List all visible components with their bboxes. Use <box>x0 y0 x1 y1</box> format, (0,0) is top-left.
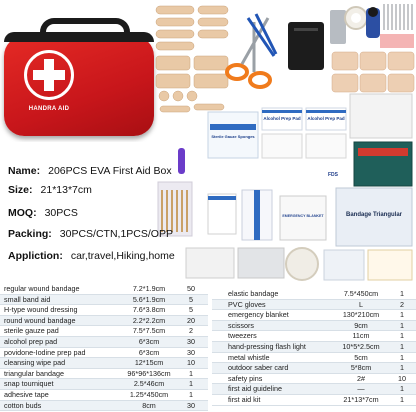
spec-name-value: 206PCS EVA First Aid Box <box>48 165 172 177</box>
table-row: hand-pressing flash light 10*5*2.5cm 1 <box>212 342 416 353</box>
table-row: round wound bandage 2.2*2.2cm 20 <box>0 316 208 327</box>
spec-name <box>8 165 172 177</box>
spec-moq-value: 30PCS <box>44 207 78 219</box>
band-aids <box>156 6 228 112</box>
tweezers-icon <box>248 14 276 56</box>
triangular-bandage-label: Bandage Triangular <box>346 212 403 218</box>
spec-packing-label: Packing: <box>8 228 52 240</box>
kit-contents-illustration <box>150 0 416 284</box>
table-row: emergency blanket 130*210cm 1 <box>212 310 416 321</box>
spec-application <box>8 250 175 262</box>
spec-size-value: 21*13*7cm <box>40 184 92 196</box>
table-row: safety pins 2# 10 <box>212 374 416 385</box>
sterile-gauze-label: Sterile Gauze Sponges <box>211 134 255 139</box>
elastic-bandage-roll <box>286 248 318 280</box>
table-row: cleansing wipe pad 12*15cm 10 <box>0 358 208 369</box>
spec-size-label: Size: <box>8 184 33 196</box>
table-row: regular wound bandage 7.2*1.9cm 50 <box>0 284 208 295</box>
first-aid-case-image <box>0 14 160 142</box>
knuckle-bandages <box>332 52 414 92</box>
table-row: povidone-Iodine prep pad 6*3cm 30 <box>0 348 208 359</box>
table-row: first aid guideline — 1 <box>212 384 416 395</box>
table-row: cotton buds 8cm 30 <box>0 401 208 412</box>
spec-application-value: car,travel,Hiking,home <box>70 250 175 262</box>
table-row: H-type wound dressing 7.6*3.8cm 5 <box>0 305 208 316</box>
spec-name-label: Name: <box>8 165 41 177</box>
table-row: metal whistle 5cm 1 <box>212 353 416 364</box>
table-row: elastic bandage 7.5*450cm 1 <box>212 289 416 300</box>
spec-size <box>8 184 92 196</box>
alcohol-pad-label-1: Alcohol Prep Pad <box>263 116 301 121</box>
table-row: PVC gloves L 2 <box>212 300 416 311</box>
table-row: scissors 9cm 1 <box>212 321 416 332</box>
whistle <box>178 148 185 174</box>
kit-contents-image <box>150 0 416 284</box>
contents-table-left <box>0 284 208 412</box>
spec-application-label: Appliction: <box>8 250 63 262</box>
table-row: alcohol prep pad 6*3cm 30 <box>0 337 208 348</box>
table-row: outdoor saber card 5*8cm 1 <box>212 363 416 374</box>
spec-moq <box>8 207 78 219</box>
spec-packing-value: 30PCS/CTN,1PCS/OPP <box>59 228 173 240</box>
table-row: tweezers 11cm 1 <box>212 331 416 342</box>
emergency-blanket-label: EMERGENCY BLANKET <box>282 214 324 218</box>
fds-label: FDS <box>328 172 338 178</box>
case-zipper <box>4 32 154 42</box>
tourniquet <box>366 7 380 38</box>
alcohol-pad-label-2: Alcohol Prep Pad <box>307 116 345 121</box>
contents-table-right <box>212 289 416 412</box>
spec-packing <box>8 228 173 240</box>
safety-pins <box>384 4 412 30</box>
case-brand: HANDRA AID <box>28 106 70 112</box>
table-row: first aid kit 21*13*7cm 1 <box>212 395 416 406</box>
table-row: triangular bandage 96*96*136cm 1 <box>0 369 208 380</box>
table-row: snap tourniquet 2.5*46cm 1 <box>0 379 208 390</box>
table-row: adhesive tape 1.25*450cm 1 <box>0 390 208 401</box>
table-row: sterile gauze pad 7.5*7.5cm 2 <box>0 326 208 337</box>
pvc-gloves <box>350 94 412 138</box>
table-row: small band aid 5.6*1.9cm 5 <box>0 295 208 306</box>
spec-moq-label: MOQ: <box>8 207 37 219</box>
